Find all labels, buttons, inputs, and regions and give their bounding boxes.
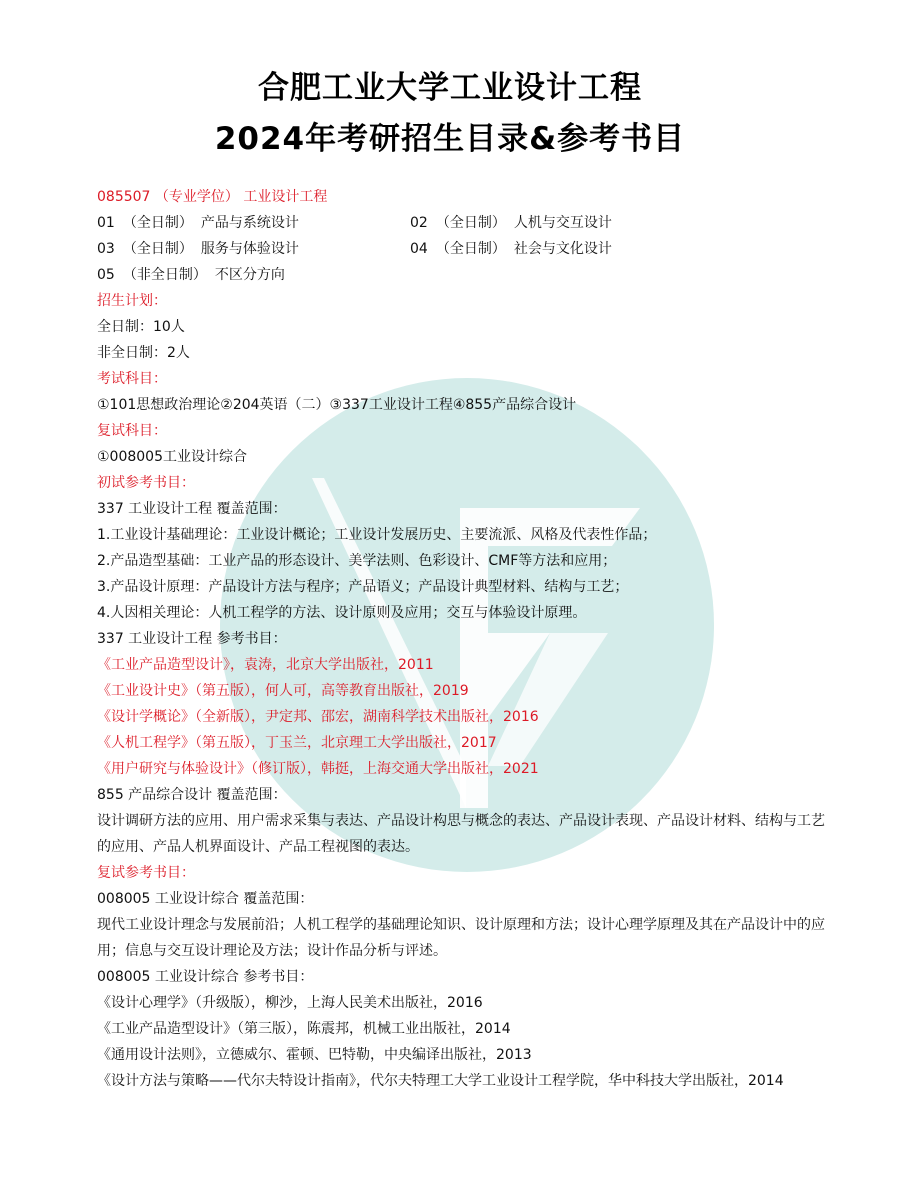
s337-book-item: 《设计学概论》（全新版），尹定邦、邵宏，湖南科学技术出版社，2016 [97,709,539,725]
s337-scope-item: 2.产品造型基础：工业产品的形态设计、美学法则、色彩设计、CMF等方法和应用； [97,553,617,569]
enrollment-part-time: 非全日制：2人 [97,345,190,361]
s337-scope-item: 4.人因相关理论：人机工程学的方法、设计原则及应用；交互与体验设计原理。 [97,605,587,621]
retest-scope-title: 008005 工业设计综合 覆盖范围： [97,891,314,907]
retest-book-item: 《设计方法与策略——代尔夫特设计指南》，代尔夫特理工大学工业设计工程学院，华中科技大学出版社，2014 [97,1073,784,1089]
page-title-line2: 2024年考研招生目录&参考书目 [214,121,686,157]
direction-04: 04 （全日制） 社会与文化设计 [410,241,612,257]
direction-05: 05 （非全日制） 不区分方向 [97,267,285,283]
direction-03: 03 （全日制） 服务与体验设计 [97,241,299,257]
direction-row [97,236,827,262]
s337-scope-item: 1.工业设计基础理论：工业设计概论；工业设计发展历史、主要流派、风格及代表性作品； [97,527,657,543]
retest-scope-text: 现代工业设计理念与发展前沿；人机工程学的基础理论知识、设计原理和方法；设计心理学原理及其在产品设计中的应用；信息与交互设计理论及方法；设计作品分析与评述。 [97,917,825,959]
retest-subjects-heading: 复试科目： [97,423,167,439]
enrollment-heading: 招生计划： [97,293,167,309]
direction-row [97,210,827,236]
page-title-line1: 合肥工业大学工业设计工程 [258,70,642,106]
exam-subjects-heading: 考试科目： [97,371,167,387]
direction-02: 02 （全日制） 人机与交互设计 [410,215,612,231]
s337-scope-title: 337 工业设计工程 覆盖范围： [97,501,287,517]
retest-subjects-text: ①008005工业设计综合 [97,449,247,465]
s337-book-item: 《工业产品造型设计》，袁涛，北京大学出版社，2011 [97,657,434,673]
enrollment-full-time: 全日制：10人 [97,319,185,335]
retest-book-item: 《工业产品造型设计》（第三版），陈震邦，机械工业出版社，2014 [97,1021,511,1037]
s855-scope-text: 设计调研方法的应用、用户需求采集与表达、产品设计构思与概念的表达、产品设计表现、产品设计材料、结构与工艺的应用、产品人机界面设计、产品工程视图的表达。 [97,813,825,855]
retest-books-heading: 复试参考书目： [97,865,195,881]
direction-01: 01 （全日制） 产品与系统设计 [97,215,299,231]
s337-book-item: 《工业设计史》（第五版），何人可，高等教育出版社，2019 [97,683,469,699]
retest-book-item: 《通用设计法则》，立德威尔、霍顿、巴特勒，中央编译出版社，2013 [97,1047,532,1063]
retest-book-item: 《设计心理学》（升级版），柳沙，上海人民美术出版社，2016 [97,995,483,1011]
program-header: 085507 （专业学位） 工业设计工程 [97,189,328,205]
s337-books-title: 337 工业设计工程 参考书目： [97,631,287,647]
exam-subjects-text: ①101思想政治理论②204英语（二）③337工业设计工程④855产品综合设计 [97,397,577,413]
document-content [97,184,827,1094]
s337-book-item: 《人机工程学》（第五版），丁玉兰，北京理工大学出版社，2017 [97,735,497,751]
initial-books-heading: 初试参考书目： [97,475,195,491]
s855-scope-title: 855 产品综合设计 覆盖范围： [97,787,287,803]
s337-book-item: 《用户研究与体验设计》（修订版），韩挺，上海交通大学出版社，2021 [97,761,539,777]
s337-scope-item: 3.产品设计原理：产品设计方法与程序；产品语义；产品设计典型材料、结构与工艺； [97,579,629,595]
retest-books-title: 008005 工业设计综合 参考书目： [97,969,314,985]
